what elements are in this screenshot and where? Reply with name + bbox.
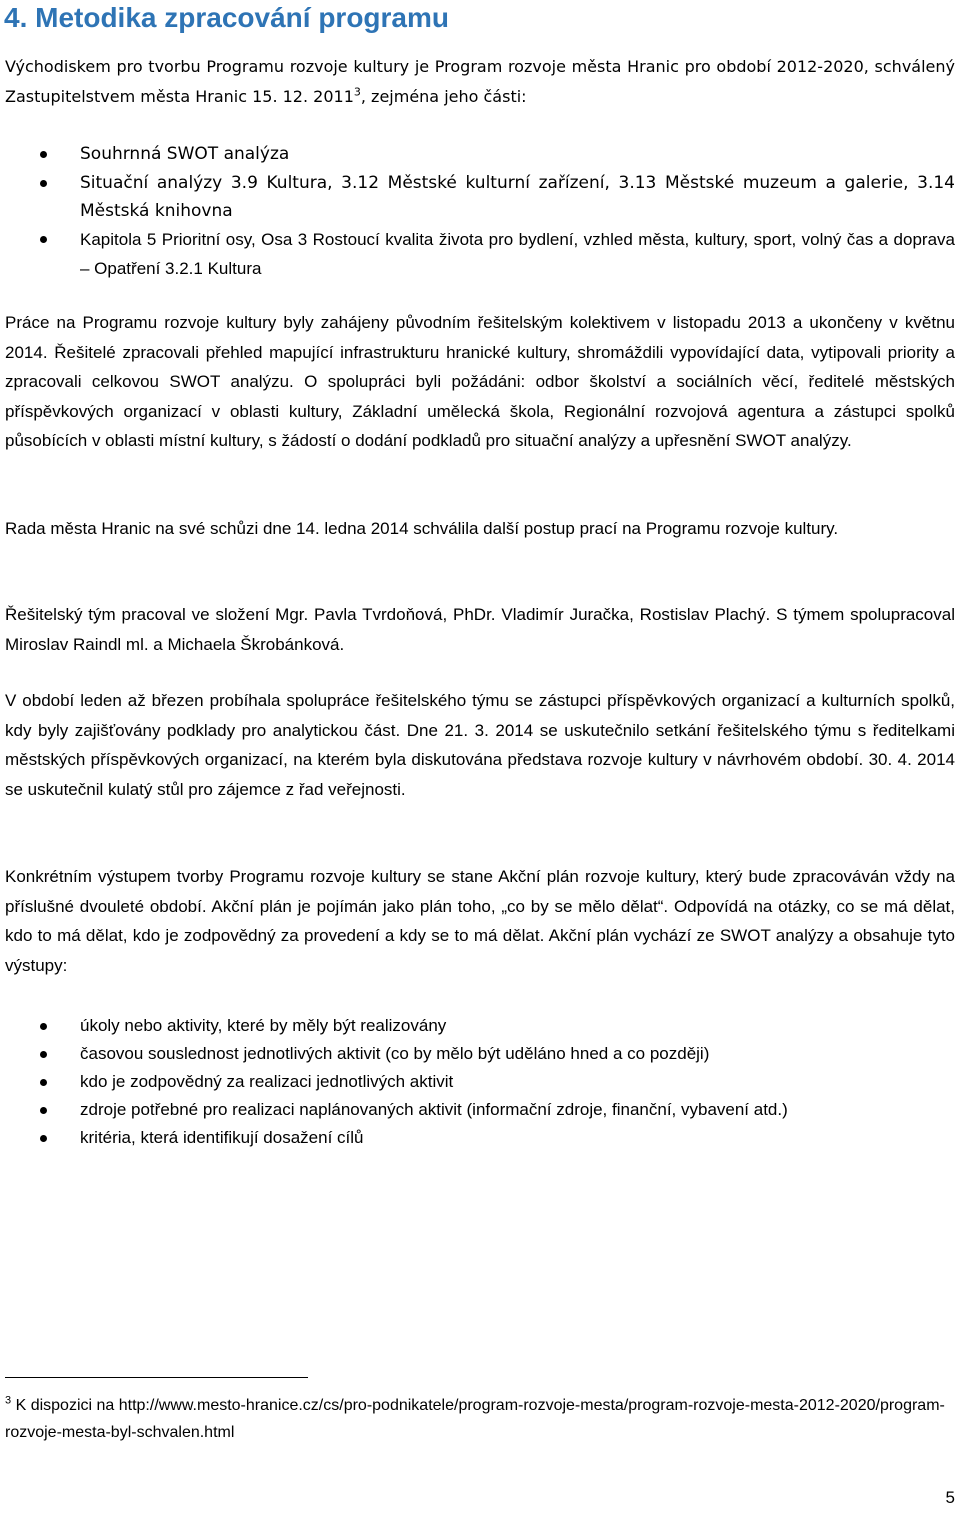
intro-text-after: , zejména jeho části: [360, 87, 527, 106]
footnote [5, 1392, 955, 1446]
section-heading: 4. Metodika zpracování programu [4, 2, 449, 33]
footnote-text[interactable]: K dispozici na http://www.mesto-hranice.cz/cs/pro-podnikatele/program-rozvoje-mesta/program-rozvoje-mesta-2012-2020/program-rozvoje-mesta-byl-schvalen.html [5, 1397, 945, 1441]
bullet-icon [40, 1079, 47, 1086]
list-item [0, 1096, 955, 1124]
list-item [0, 1068, 955, 1096]
page-number: 5 [945, 1488, 955, 1507]
list-item-text: Situační analýzy 3.9 Kultura, 3.12 Městské kulturní zařízení, 3.13 Městské muzeum a galerie, 3.14 Městská knihovna [80, 173, 955, 221]
list-item-text: Souhrnná SWOT analýza [80, 144, 290, 164]
list-item [0, 140, 955, 169]
list-item [0, 1040, 955, 1068]
bullet-icon [40, 1135, 47, 1142]
list-item-text: úkoly nebo aktivity, které by měly být realizovány [80, 1016, 447, 1035]
list-item-text: časovou souslednost jednotlivých aktivit (co by mělo být uděláno hned a co později) [80, 1044, 710, 1063]
intro-paragraph [5, 52, 955, 112]
list-item [0, 225, 955, 283]
list-item [0, 1124, 955, 1152]
bullet-icon [40, 236, 47, 243]
footnote-separator [5, 1377, 308, 1378]
paragraph-project-work: Práce na Programu rozvoje kultury byly zahájeny původním řešitelským kolektivem v listopadu 2013 a ukončeny v květnu 2014. Řešitelé zpracovali přehled mapující infrastrukturu hranické kultury, shromáždili vypovídající data, vytipovali priority a zpracovali celkovou SWOT analýzu. O spolupráci byli požádáni: odbor školství a sociálních věcí, ředitelé městských příspěvkových organizací v oblasti kultury, Základní umělecká škola, Regionální rozvojová agentura a zástupci spolků působících v oblasti místní kultury, s žádostí o dodání podkladů pro situační analýzy a upřesnění SWOT analýzy. [5, 313, 955, 450]
action-plan-outputs-list [0, 1012, 955, 1152]
list-item-text: kdo je zodpovědný za realizaci jednotlivých aktivit [80, 1072, 454, 1091]
paragraph-cooperation: V období leden až březen probíhala spolupráce řešitelského týmu se zástupci příspěvkových organizací a kulturních spolků, kdy byly zajišťovány podklady pro analytickou část. Dne 21. 3. 2014 se uskutečnilo setkání řešitelského týmu s ředitelkami městských příspěvkových organizací, na kterém byla diskutována představa rozvoje kultury v návrhovém období. 30. 4. 2014 se uskutečnil kulatý stůl pro zájemce z řad veřejnosti. [5, 691, 955, 799]
bullet-icon [40, 1051, 47, 1058]
source-parts-list [0, 140, 955, 283]
list-item [0, 169, 955, 225]
list-item [0, 1012, 955, 1040]
bullet-icon [40, 1023, 47, 1030]
list-item-text: Kapitola 5 Prioritní osy, Osa 3 Rostoucí kvalita života pro bydlení, vzhled města, kultury, sport, volný čas a doprava – Opatření 3.2.1 Kultura [80, 230, 955, 278]
paragraph-team: Řešitelský tým pracoval ve složení Mgr. Pavla Tvrdoňová, PhDr. Vladimír Juračka, Rostislav Plachý. S týmem spolupracoval Miroslav Raindl ml. a Michaela Škrobánková. [5, 605, 955, 654]
footnote-number: 3 [5, 1394, 12, 1407]
intro-text: Východiskem pro tvorbu Programu rozvoje kultury je Program rozvoje města Hranic pro období 2012-2020, schválený Zastupitelstvem města Hranic 15. 12. 2011 [5, 57, 955, 106]
list-item-text: kritéria, která identifikují dosažení cílů [80, 1128, 364, 1147]
paragraph-action-plan: Konkrétním výstupem tvorby Programu rozvoje kultury se stane Akční plán rozvoje kultury, který bude zpracováván vždy na příslušné dvouleté období. Akční plán je pojímán jako plán toho, „co by se mělo dělat“. Odpovídá na otázky, co se má dělat, kdo to má dělat, kdo je zodpovědný za provedení a kdy se to má dělat. Akční plán vychází ze SWOT analýzy a obsahuje tyto výstupy: [5, 867, 955, 975]
list-item-text: zdroje potřebné pro realizaci naplánovaných aktivit (informační zdroje, finanční, vybavení atd.) [80, 1100, 788, 1119]
paragraph-council-approval: Rada města Hranic na své schůzi dne 14. ledna 2014 schválila další postup prací na Programu rozvoje kultury. [5, 519, 839, 538]
bullet-icon [40, 1107, 47, 1114]
bullet-icon [40, 180, 47, 187]
footnote-reference[interactable]: 3 [353, 85, 361, 99]
bullet-icon [40, 151, 47, 158]
